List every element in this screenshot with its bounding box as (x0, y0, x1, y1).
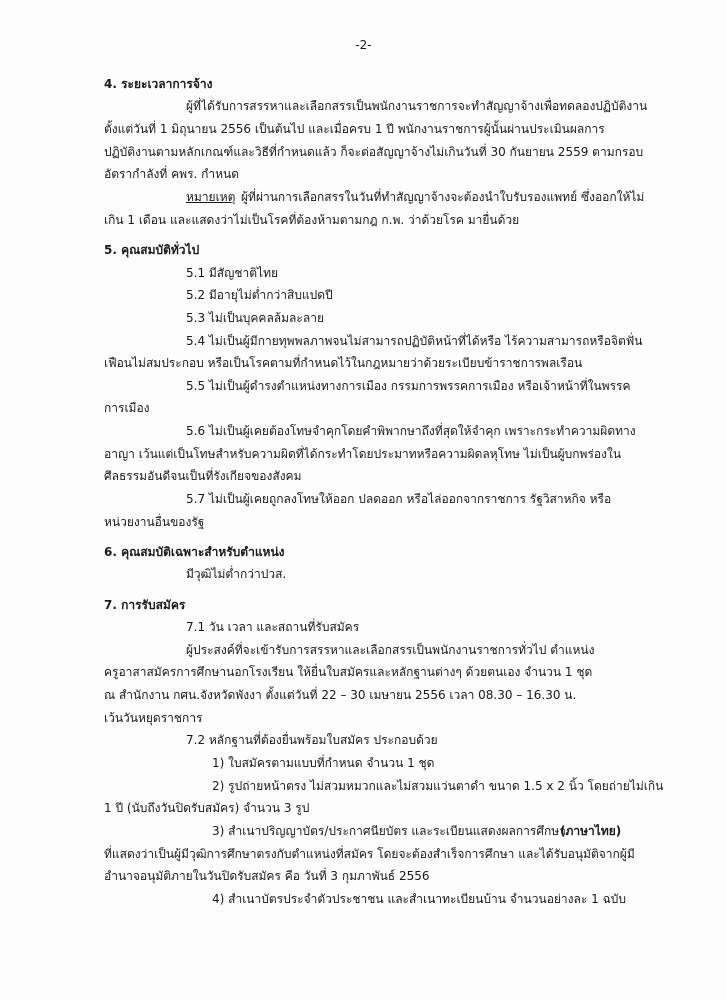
section-5-item: เฟือนไม่สมประกอบ หรือเป็นโรคตามที่กำหนดไว้ในกฎหมายว่าด้วยระเบียบข้าราชการพลเรือน (104, 356, 583, 370)
page-number: -2- (355, 38, 372, 52)
section-5-heading: 5. คุณสมบัติทั่วไป (104, 243, 200, 257)
section-4-line: ผู้ที่ได้รับการสรรหาและเลือกสรรเป็นพนักงานราชการจะทำสัญญาจ้างเพื่อทดลองปฏิบัติงาน (186, 99, 648, 113)
note-label: หมายเหตุ (186, 190, 236, 204)
section-7-line: 7.2 หลักฐานที่ต้องยื่นพร้อมใบสมัคร ประกอบด้วย (186, 733, 438, 747)
section-5-item: การเมือง (104, 401, 150, 415)
section-4-line: อัตรากำลังที่ คพร. กำหนด (104, 167, 240, 181)
section-7-line: 1) ใบสมัครตามแบบที่กำหนด จำนวน 1 ชุด (212, 756, 435, 770)
section-4-line: ปฏิบัติงานตามหลักเกณฑ์และวิธีที่กำหนดแล้ว ก็จะต่อสัญญาจ้างไม่เกินวันที่ 30 กันยายน 2559 ตามกรอบ (104, 145, 644, 159)
note-line: เกิน 1 เดือน และแสดงว่าไม่เป็นโรคที่ต้องห้ามตามกฎ ก.พ. ว่าด้วยโรค มายื่นด้วย (104, 213, 520, 227)
section-7-line: 1 ปี (นับถึงวันปิดรับสมัคร) จำนวน 3 รูป (104, 801, 310, 815)
section-7-heading: 7. การรับสมัคร (104, 598, 186, 612)
section-7-line: 4) สำเนาบัตรประจำตัวประชาชน และสำเนาทะเบียนบ้าน จำนวนอย่างละ 1 ฉบับ (212, 892, 626, 906)
section-5-item: 5.3 ไม่เป็นบุคคลล้มละลาย (186, 311, 324, 325)
section-5-item: 5.4 ไม่เป็นผู้มีกายทุพพลภาพจนไม่สามารถปฏิบัติหน้าที่ได้หรือ ไร้ความสามารถหรือจิตฟั่น (186, 334, 643, 348)
section-7-line: 7.1 วัน เวลา และสถานที่รับสมัคร (186, 620, 360, 634)
section-5-item: ศีลธรรมอันดีจนเป็นที่รังเกียจของสังคม (104, 469, 302, 483)
section-7-line: ณ สำนักงาน กศน.จังหวัดพังงา ตั้งแต่วันที่ 22 – 30 เมษายน 2556 เวลา 08.30 – 16.30 น. (104, 688, 577, 702)
section-7-emphasis: (ภาษาไทย) (560, 824, 622, 838)
section-4-heading: 4. ระยะเวลาการจ้าง (104, 77, 213, 91)
section-7-line: เว้นวันหยุดราชการ (104, 711, 203, 725)
section-5-item: 5.5 ไม่เป็นผู้ดำรงตำแหน่งทางการเมือง กรรมการพรรคการเมือง หรือเจ้าหน้าที่ในพรรค (186, 379, 631, 393)
section-7-line: ผู้ประสงค์ที่จะเข้ารับการสรรหาและเลือกสรรเป็นพนักงานราชการทั่วไป ตำแหน่ง (186, 643, 595, 657)
section-5-item: 5.2 มีอายุไม่ต่ำกว่าสิบแปดปี (186, 288, 333, 302)
section-5-item: 5.1 มีสัญชาติไทย (186, 266, 279, 280)
section-7-line: ครูอาสาสมัครการศึกษานอกโรงเรียน ให้ยื่นใบสมัครและหลักฐานต่างๆ ด้วยตนเอง จำนวน 1 ชุด (104, 665, 593, 679)
section-7-line: อำนาจอนุมัติภายในวันปิดรับสมัคร คือ วันที่ 3 กุมภาพันธ์ 2556 (104, 869, 430, 883)
section-6-line: มีวุฒิไม่ต่ำกว่าปวส. (186, 567, 287, 581)
note-line: ผู้ที่ผ่านการเลือกสรรในวันที่ทำสัญญาจ้างจะต้องนำใบรับรองแพทย์ ซึ่งออกให้ไม่ (241, 190, 645, 204)
section-4-line: ตั้งแต่วันที่ 1 มิถุนายน 2556 เป็นต้นไป และเมื่อครบ 1 ปี พนักงานราชการผู้นั้นผ่านประเมินผลการ (104, 122, 605, 136)
section-5-item: 5.6 ไม่เป็นผู้เคยต้องโทษจำคุกโดยคำพิพากษาถึงที่สุดให้จำคุก เพราะกระทำความผิดทาง (186, 424, 636, 438)
section-7-line: ที่แสดงว่าเป็นผู้มีวุฒิการศึกษาตรงกับตำแหน่งที่สมัคร โดยจะต้องสำเร็จการศึกษา และได้รับอนุมัติจากผู้มี (104, 847, 635, 861)
section-5-item: หน่วยงานอื่นของรัฐ (104, 515, 205, 529)
section-7-line: 3) สำเนาปริญญาบัตร/ประกาศนียบัตร และระเบียนแสดงผลการศึกษา (212, 824, 566, 838)
section-5-item: 5.7 ไม่เป็นผู้เคยถูกลงโทษให้ออก ปลดออก หรือไล่ออกจากราชการ รัฐวิสาหกิจ หรือ (186, 492, 612, 506)
section-5-item: อาญา เว้นแต่เป็นโทษสำหรับความผิดที่ได้กระทำโดยประมาทหรือความผิดลหุโทษ ไม่เป็นผู้บกพร่องใน (104, 447, 622, 461)
section-6-heading: 6. คุณสมบัติเฉพาะสำหรับตำแหน่ง (104, 545, 285, 559)
section-7-line: 2) รูปถ่ายหน้าตรง ไม่สวมหมวกและไม่สวมแว่นตาดำ ขนาด 1.5 x 2 นิ้ว โดยถ่ายไม่เกิน (212, 779, 664, 793)
